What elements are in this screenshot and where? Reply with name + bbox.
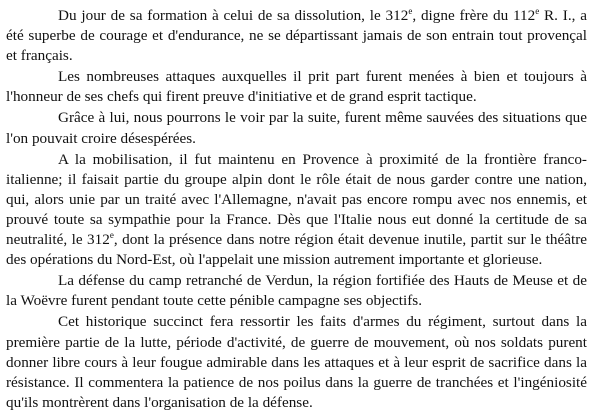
paragraph-6: Cet historique succinct fera ressortir les faits d'armes du régiment, surtout dans la première partie de la lutte, période d'activité, de guerre de mouvement, où nos soldats purent donner libre cours à leur fougue admirable dans les attaques et à leur esprit de sacrifice dans la résistance. Il commentera la patience de nos poilus dans la guerre de tranchées et l'ingéniosité qu'ils montrèrent dans l'organisation de la défense. xyxy=(6,313,587,411)
paragraph-3: Grâce à lui, nous pourrons le voir par la suite, furent même sauvées des situations que l'on pouvait croire désespérées. xyxy=(6,109,587,147)
ordinal-superscript: e xyxy=(535,6,540,16)
paragraph-1 xyxy=(6,6,587,66)
ordinal-superscript: e xyxy=(408,6,413,16)
ordinal-superscript: e xyxy=(109,230,114,241)
paragraph-1-text-start: Du jour de sa formation à celui de sa dissolution, le 312 xyxy=(58,7,409,24)
paragraph-1-text-end: R. I., a été superbe de courage et d'endurance, ne se départissant jamais de son entrain tout provençal et français. xyxy=(6,7,587,65)
paragraph-4-text-start: A la mobilisation, il fut maintenu en Provence à proximité de la frontière franco-italienne; il faisait partie du groupe alpin dont le rôle était de nous garder contre une nation, qui, alors unie par un traité avec l'Allemagne, n'avait pas encore rompu avec nos ennemis, et prouvé toute sa sympathie pour la France. Dès que l'Italie nous eut donné la certitude de sa neutralité, le 312 xyxy=(6,150,587,249)
paragraph-5: La défense du camp retranché de Verdun, la région fortifiée des Hauts de Meuse et de la Woëvre furent pendant toute cette pénible campagne ses objectifs. xyxy=(6,272,587,310)
paragraph-2: Les nombreuses attaques auxquelles il prit part furent menées à bien et toujours à l'honneur de ses chefs qui firent preuve d'initiative et de grand esprit tactique. xyxy=(6,68,587,106)
paragraph-4-text-end: , dont la présence dans notre région était devenue inutile, partit sur le théâtre des opérations du Nord-Est, où l'appelait une mission autrement importante et glorieuse. xyxy=(6,231,587,269)
paragraph-1-text-middle: , digne frère du 112 xyxy=(412,7,536,24)
paragraph-4 xyxy=(6,150,587,271)
